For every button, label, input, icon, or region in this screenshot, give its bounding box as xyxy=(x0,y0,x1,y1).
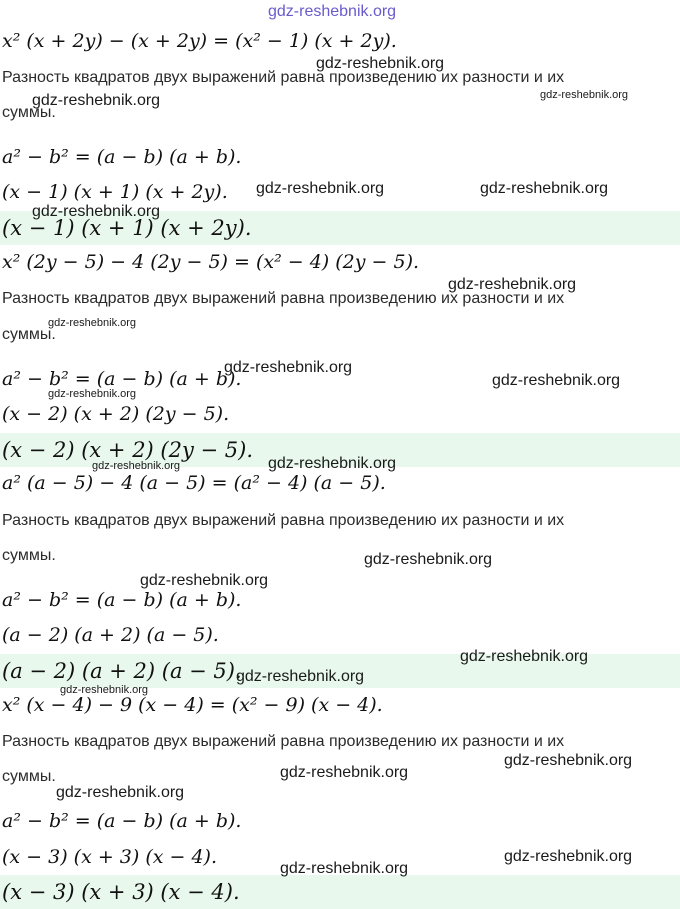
watermark: gdz-reshebnik.org xyxy=(316,55,445,72)
watermark: gdz-reshebnik.org xyxy=(504,752,633,769)
watermark: gdz-reshebnik.org xyxy=(56,784,185,801)
text-line: Разность квадратов двух выражений равна произведению их разности и их xyxy=(2,733,565,750)
watermark: gdz-reshebnik.org xyxy=(460,648,589,665)
equation-line: (x − 2) (x + 2) (2y − 5). xyxy=(2,403,230,425)
equation-line: x² (2y − 5) − 4 (2y − 5) = (x² − 4) (2y − 5). xyxy=(2,251,420,273)
text-line: Разность квадратов двух выражений равна произведению их разности и их xyxy=(2,69,565,86)
text-line: суммы. xyxy=(2,104,56,121)
watermark: gdz-reshebnik.org xyxy=(480,180,609,197)
answer-line: (a − 2) (a + 2) (a − 5). xyxy=(0,654,680,688)
watermark: gdz-reshebnik.org xyxy=(32,92,161,109)
equation-line: a² (a − 5) − 4 (a − 5) = (a² − 4) (a − 5). xyxy=(2,472,386,494)
answer-line: (x − 2) (x + 2) (2y − 5). xyxy=(0,433,680,467)
watermark: gdz-reshebnik.org xyxy=(504,848,633,865)
watermark: gdz-reshebnik.org xyxy=(48,388,137,400)
watermark: gdz-reshebnik.org xyxy=(92,460,181,472)
equation-line: (a − 2) (a + 2) (a − 5). xyxy=(2,624,219,646)
watermark: gdz-reshebnik.org xyxy=(140,572,269,589)
watermark: gdz-reshebnik.org xyxy=(540,89,629,101)
watermark: gdz-reshebnik.org xyxy=(268,3,397,20)
watermark: gdz-reshebnik.org xyxy=(280,764,409,781)
answer-line: (x − 1) (x + 1) (x + 2y). xyxy=(0,211,680,245)
equation-line: x² (x + 2y) − (x + 2y) = (x² − 1) (x + 2y). xyxy=(2,30,397,52)
text-line: суммы. xyxy=(2,326,56,343)
equation-line: a² − b² = (a − b) (a + b). xyxy=(2,368,242,390)
watermark: gdz-reshebnik.org xyxy=(32,203,161,220)
watermark: gdz-reshebnik.org xyxy=(492,372,621,389)
equation-line: a² − b² = (a − b) (a + b). xyxy=(2,589,242,611)
answer-line: (x − 3) (x + 3) (x − 4). xyxy=(0,875,680,909)
equation-line: (x − 1) (x + 1) (x + 2y). xyxy=(2,181,228,203)
watermark: gdz-reshebnik.org xyxy=(224,359,353,376)
watermark: gdz-reshebnik.org xyxy=(448,276,577,293)
watermark: gdz-reshebnik.org xyxy=(60,684,149,696)
watermark: gdz-reshebnik.org xyxy=(280,860,409,877)
text-line: суммы. xyxy=(2,768,56,785)
text-line: Разность квадратов двух выражений равна произведению их разности и их xyxy=(2,290,565,307)
watermark: gdz-reshebnik.org xyxy=(236,668,365,685)
watermark: gdz-reshebnik.org xyxy=(48,317,137,329)
watermark: gdz-reshebnik.org xyxy=(256,180,385,197)
equation-line: a² − b² = (a − b) (a + b). xyxy=(2,810,242,832)
equation-line: (x − 3) (x + 3) (x − 4). xyxy=(2,846,218,868)
text-line: Разность квадратов двух выражений равна произведению их разности и их xyxy=(2,512,565,529)
watermark: gdz-reshebnik.org xyxy=(364,551,493,568)
equation-line: a² − b² = (a − b) (a + b). xyxy=(2,146,242,168)
text-line: суммы. xyxy=(2,547,56,564)
equation-line: x² (x − 4) − 9 (x − 4) = (x² − 9) (x − 4). xyxy=(2,694,383,716)
watermark: gdz-reshebnik.org xyxy=(268,455,397,472)
